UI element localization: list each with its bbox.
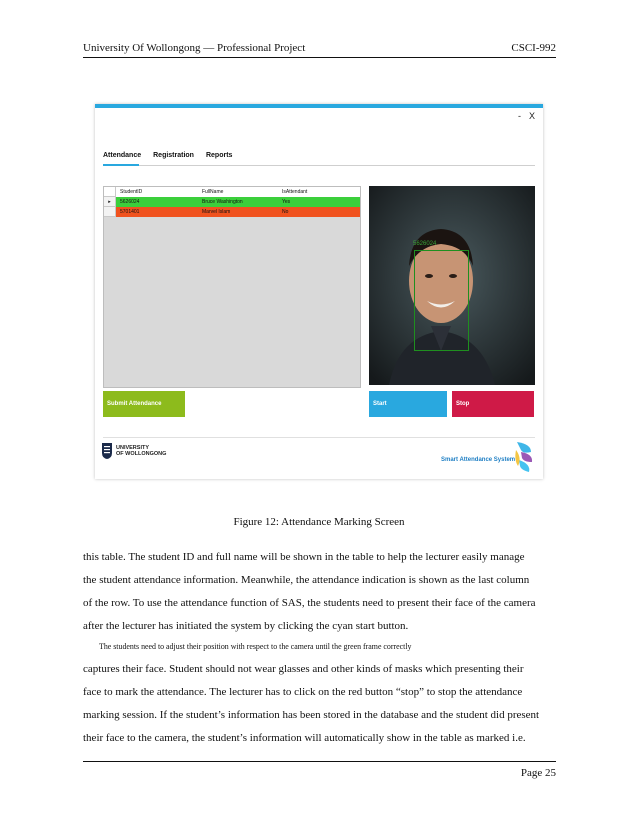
header-right: CSCI-992 [511,42,556,54]
cell-studentid[interactable]: 5626024 [120,199,140,205]
cell-fullname[interactable]: Bruce Washington [202,199,243,205]
paragraph-line: the student attendance information. Meanwhile, the attendance indication is shown as the last column [83,574,530,586]
paragraph-line: captures their face. Student should not wear glasses and other kinds of masks which presenting their [83,663,524,675]
paragraph-line: their face to the camera, the student’s information will automatically show in the table as marked i.e. [83,732,526,744]
cell-isattendant[interactable]: Yes [282,199,291,205]
tab-bar [103,152,232,159]
university-crest-icon [101,442,113,460]
paragraph-line: The students need to adjust their position with respect to the camera until the green frame correctly [99,642,412,651]
logo-line-2: OF WOLLONGONG [116,451,167,457]
table-row[interactable] [104,197,360,207]
logo-line-1: UNIVERSITY [116,445,150,451]
attendance-table[interactable] [103,186,361,388]
tab-registration[interactable]: Registration [153,152,194,159]
page-number: Page 25 [520,767,556,779]
paragraph-line: marking session. If the student’s information has been stored in the database and the student did present [83,709,540,721]
cell-isattendant[interactable]: No [282,209,289,215]
tab-attendance[interactable]: Attendance [103,152,142,159]
university-logo [101,442,166,460]
paragraph-2 [83,635,556,750]
column-header-fullname[interactable]: FullName [202,189,224,195]
row-selector[interactable] [104,207,116,217]
paragraph-line: after the lecturer has initiated the system by clicking the cyan start button. [83,620,409,632]
tab-divider [103,165,535,166]
face-detection-frame [414,250,469,351]
paragraph-1 [83,546,556,638]
tab-reports[interactable]: Reports [205,152,233,159]
running-header [83,42,556,54]
header-rule [83,57,556,58]
app-footer-divider [103,437,535,438]
minimize-icon[interactable]: - [517,111,521,121]
table-row[interactable] [104,207,360,217]
row-header-corner [104,187,116,197]
app-accent-bar [95,104,543,108]
figure-caption: Figure 12: Attendance Marking Screen [233,516,405,528]
sas-logo-icon [513,440,535,476]
paragraph-line: face to mark the attendance. The lecturer has to click on the red button “stop” to stop the attendance [83,686,523,698]
column-header-studentid[interactable]: StudentID [120,189,143,195]
footer-rule [83,761,556,762]
paragraph-line: this table. The student ID and full name will be shown in the table to help the lecturer easily manage [83,551,525,563]
cell-fullname[interactable]: Marvel Islam [202,209,231,215]
detected-face-label: 5626024 [413,241,437,247]
active-tab-indicator [103,164,139,166]
paragraph-line: of the row. To use the attendance function of SAS, the students need to present their face of the camera [83,597,536,609]
header-left: University Of Wollongong — Professional Project [83,42,306,54]
close-icon[interactable]: X [528,111,535,121]
window-controls [518,111,535,121]
row-selector[interactable]: ▸ [104,197,116,207]
system-title: Smart Attendance System [441,457,516,463]
submit-attendance-button[interactable]: Submit Attendance [103,391,185,417]
stop-button[interactable]: Stop [452,391,534,417]
attendance-app-screenshot [95,104,543,479]
column-header-isattendant[interactable]: IsAttendant [282,189,308,195]
cell-studentid[interactable]: 5701401 [120,209,140,215]
start-button[interactable]: Start [369,391,447,417]
